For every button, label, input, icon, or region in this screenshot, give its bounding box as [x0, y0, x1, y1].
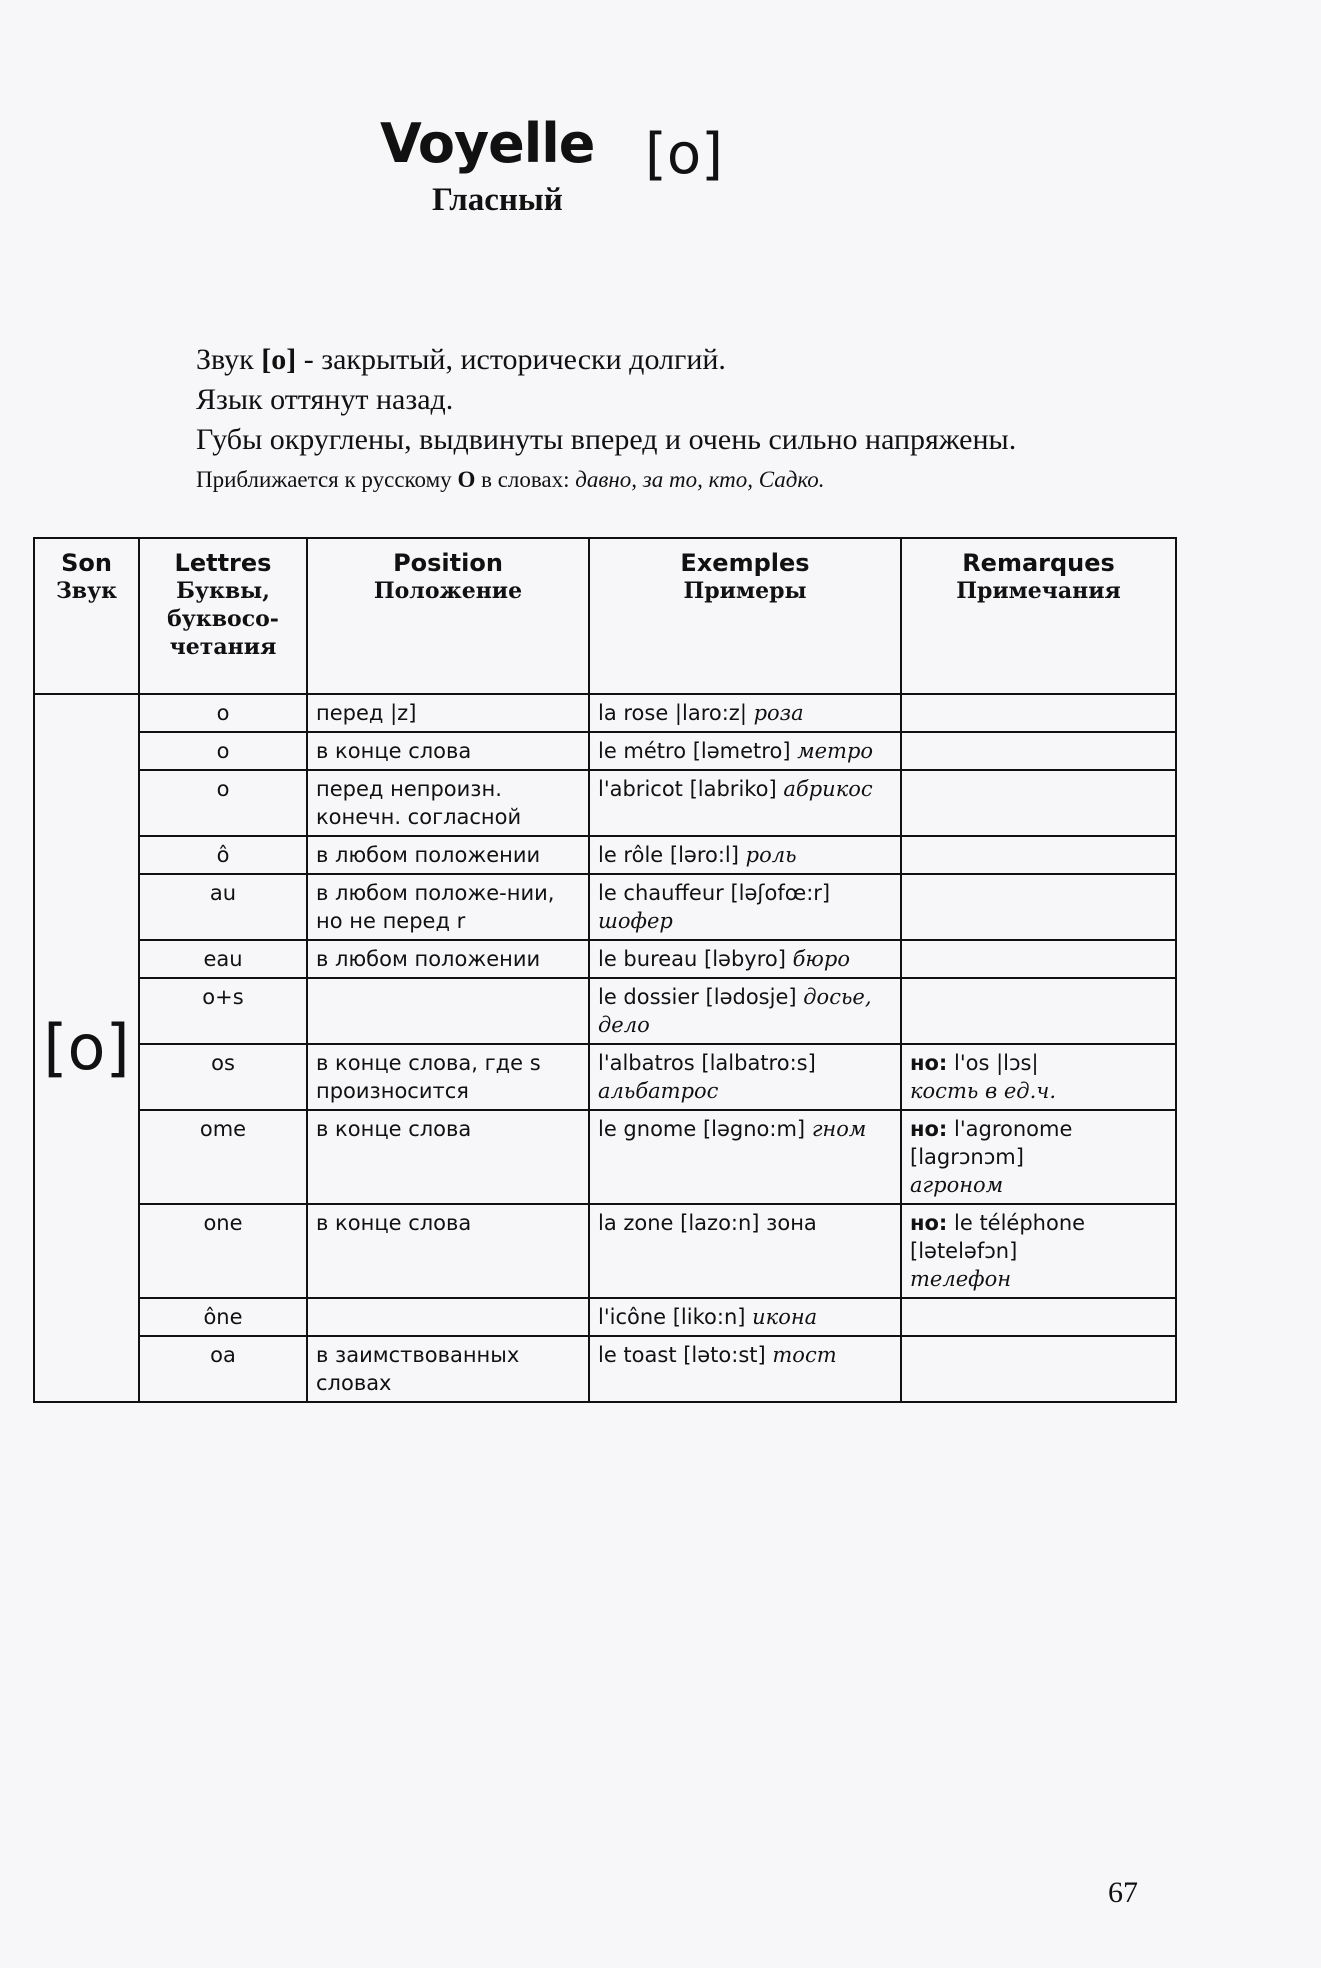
- example-translation: тост: [772, 1343, 837, 1367]
- table-row: [34, 770, 1176, 836]
- header-exemples: [589, 538, 901, 694]
- remark-label: но:: [910, 1117, 948, 1141]
- example-cell: [589, 732, 901, 770]
- example-text: le toast [ləto:st]: [598, 1343, 773, 1367]
- example-text: l'abricot [labriko]: [598, 777, 784, 801]
- remark-cell: [901, 1336, 1176, 1402]
- example-cell: [589, 940, 901, 978]
- remark-cell: [901, 770, 1176, 836]
- header-lettres-ru: Буквы, буквосо-четания: [167, 578, 279, 660]
- remark-label: но:: [910, 1051, 948, 1075]
- example-cell: [589, 1044, 901, 1110]
- position-cell: в конце слова: [307, 1204, 589, 1298]
- example-text: le bureau [ləbyro]: [598, 947, 793, 971]
- header-exemples-ru: Примеры: [683, 578, 807, 604]
- table-row: [34, 1298, 1176, 1336]
- example-translation: альбатрос: [598, 1079, 719, 1103]
- remark-cell: [901, 1044, 1176, 1110]
- example-text: le métro [ləmetro]: [598, 739, 798, 763]
- table-row: [34, 1044, 1176, 1110]
- title-block: [380, 112, 940, 232]
- letters-cell: o: [139, 770, 307, 836]
- position-cell: в любом положении: [307, 836, 589, 874]
- son-symbol-cell: [o]: [34, 694, 139, 1402]
- table-row: [34, 978, 1176, 1044]
- example-cell: [589, 874, 901, 940]
- position-cell: в любом положе-нии, но не перед r: [307, 874, 589, 940]
- intro-line-4-mid: в словах:: [475, 467, 576, 492]
- letters-cell: o+s: [139, 978, 307, 1044]
- header-position: [307, 538, 589, 694]
- example-text: la rose |laro:z|: [598, 701, 754, 725]
- letters-cell: ône: [139, 1298, 307, 1336]
- phonetics-table: [33, 537, 1177, 1403]
- position-cell: [307, 978, 589, 1044]
- remark-word: l'agronome [lagrɔnɔm]: [910, 1117, 1073, 1169]
- table-row: [34, 940, 1176, 978]
- remark-cell: [901, 874, 1176, 940]
- header-lettres-fr: Lettres: [174, 549, 272, 577]
- example-cell: [589, 1336, 901, 1402]
- table-row: [34, 836, 1176, 874]
- header-remarques-ru: Примечания: [956, 578, 1121, 604]
- position-cell: в конце слова: [307, 732, 589, 770]
- letters-cell: eau: [139, 940, 307, 978]
- remark-cell: [901, 1110, 1176, 1204]
- remark-cell: [901, 978, 1176, 1044]
- example-translation: шофер: [598, 909, 673, 933]
- example-text: le rôle [ləro:l]: [598, 843, 746, 867]
- example-text: le dossier [lədosje]: [598, 985, 804, 1009]
- letters-cell: one: [139, 1204, 307, 1298]
- letters-cell: oa: [139, 1336, 307, 1402]
- header-remarques: [901, 538, 1176, 694]
- intro-line-1-post: - закрытый, исторически долгий.: [296, 343, 726, 376]
- example-cell: [589, 770, 901, 836]
- remark-cell: [901, 940, 1176, 978]
- example-text: l'icône [liko:n]: [598, 1305, 753, 1329]
- example-translation: икона: [752, 1305, 818, 1329]
- example-translation: роль: [745, 843, 797, 867]
- example-cell: [589, 978, 901, 1044]
- example-translation: досье, дело: [598, 985, 872, 1037]
- position-cell: в конце слова, где s произносится: [307, 1044, 589, 1110]
- example-translation: абрикос: [783, 777, 873, 801]
- intro-line-3: Губы округлены, выдвинуты вперед и очень сильно напряжены.: [196, 423, 1017, 456]
- table-row: [34, 874, 1176, 940]
- table-body: [34, 694, 1176, 1402]
- example-text: le gnome [ləgno:m]: [598, 1117, 812, 1141]
- page-number: 67: [1108, 1876, 1138, 1909]
- example-cell: [589, 1298, 901, 1336]
- example-text: l'albatros [lalbatro:s]: [598, 1051, 816, 1075]
- letters-cell: os: [139, 1044, 307, 1110]
- position-cell: в любом положении: [307, 940, 589, 978]
- position-cell: [307, 1298, 589, 1336]
- remark-word: le téléphone [ləteləfɔn]: [910, 1211, 1086, 1263]
- example-cell: [589, 836, 901, 874]
- header-remarques-fr: Remarques: [962, 549, 1115, 577]
- position-cell: перед непроизн. конечн. согласной: [307, 770, 589, 836]
- intro-line-1-sound: [o]: [261, 343, 297, 376]
- example-translation: метро: [797, 739, 874, 763]
- header-position-ru: Положение: [373, 578, 523, 604]
- example-text: la zone [lazo:n] зона: [598, 1211, 817, 1235]
- example-translation: бюро: [792, 947, 851, 971]
- letters-cell: au: [139, 874, 307, 940]
- remark-cell: [901, 836, 1176, 874]
- intro-line-4-letter: О: [457, 467, 476, 492]
- intro-line-1: [196, 340, 1256, 380]
- example-cell: [589, 1204, 901, 1298]
- intro-text: [196, 340, 1256, 500]
- title-subtitle: Гласный: [432, 182, 563, 218]
- intro-line-1-pre: Звук: [196, 343, 262, 376]
- table-row: [34, 1336, 1176, 1402]
- title-sound-symbol: [o]: [645, 122, 723, 187]
- header-son-fr: Son: [61, 549, 112, 577]
- intro-line-4-examples: давно, за то, кто, Садко.: [575, 467, 825, 492]
- example-translation: гном: [811, 1117, 867, 1141]
- position-cell: перед |z]: [307, 694, 589, 732]
- remark-label: но:: [910, 1211, 948, 1235]
- remark-translation: телефон: [910, 1267, 1012, 1291]
- remark-word: l'os |lɔs|: [947, 1051, 1039, 1075]
- letters-cell: o: [139, 732, 307, 770]
- header-position-fr: Position: [393, 549, 503, 577]
- intro-line-4-pre: Приближается к русскому: [196, 467, 458, 492]
- position-cell: в заимствованных словах: [307, 1336, 589, 1402]
- remark-translation: кость в ед.ч.: [910, 1079, 1057, 1103]
- remark-cell: [901, 694, 1176, 732]
- table-header-row: [34, 538, 1176, 694]
- intro-line-4: [196, 460, 1256, 500]
- remark-translation: агроном: [910, 1173, 1004, 1197]
- table-row: [34, 694, 1176, 732]
- example-translation: роза: [753, 701, 804, 725]
- intro-line-2: Язык оттянут назад.: [196, 383, 454, 416]
- remark-cell: [901, 1204, 1176, 1298]
- letters-cell: ô: [139, 836, 307, 874]
- position-cell: в конце слова: [307, 1110, 589, 1204]
- header-lettres: [139, 538, 307, 694]
- table-row: [34, 1110, 1176, 1204]
- header-son-ru: Звук: [55, 578, 118, 604]
- example-cell: [589, 694, 901, 732]
- example-cell: [589, 1110, 901, 1204]
- letters-cell: o: [139, 694, 307, 732]
- example-text: le chauffeur [ləʃofœ:r]: [598, 881, 831, 905]
- remark-cell: [901, 1298, 1176, 1336]
- table-row: [34, 1204, 1176, 1298]
- title-voyelle: Voyelle: [380, 112, 595, 175]
- remark-cell: [901, 732, 1176, 770]
- header-son: [34, 538, 139, 694]
- header-exemples-fr: Exemples: [680, 549, 810, 577]
- table-row: [34, 732, 1176, 770]
- letters-cell: ome: [139, 1110, 307, 1204]
